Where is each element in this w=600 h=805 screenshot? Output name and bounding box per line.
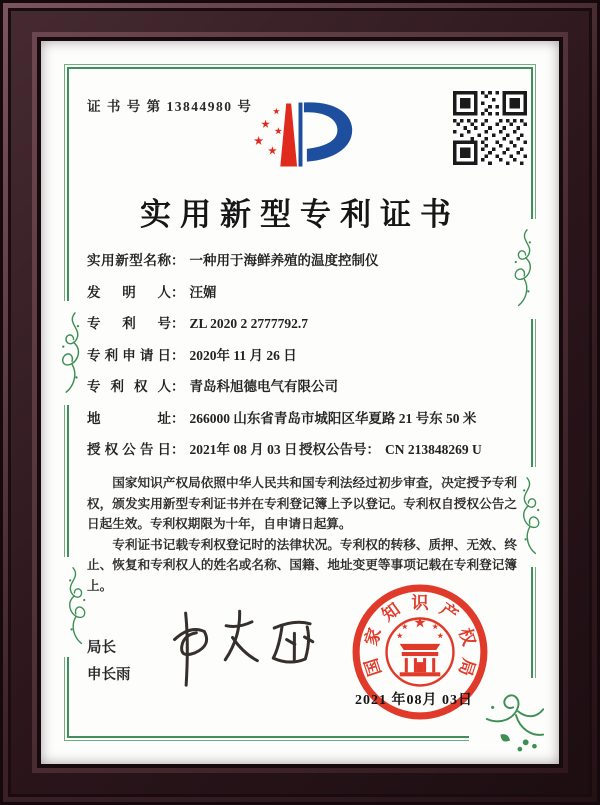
colon: ： [171, 410, 185, 426]
seal-char: 知 [378, 599, 404, 626]
colon: ： [171, 347, 185, 363]
colon: ： [171, 284, 185, 300]
certificate-paper [41, 41, 559, 764]
frame-inner-edge [37, 37, 563, 768]
field-row-patentee [87, 377, 517, 397]
seal-char: 识 [411, 593, 429, 613]
field-label: 实用新型名称 [87, 253, 171, 268]
field-value: ZL 2020 2 2777792.7 [189, 316, 309, 331]
field-row-patent-no [87, 314, 517, 334]
field-label: 专 利 号 [87, 316, 171, 331]
flourish-right-upper-icon [506, 217, 548, 321]
field-row-grant [87, 440, 517, 460]
field-row-inventor [87, 283, 517, 303]
field-value: 2021年 08 月 03 日 [189, 442, 298, 457]
signature-icon [157, 603, 342, 698]
flourish-left-lower-icon [52, 555, 94, 659]
seal-char: 家 [361, 625, 385, 648]
field-label: 专 利 权 人 [87, 379, 171, 394]
seal-char: 国 [361, 656, 385, 679]
legal-text [87, 473, 517, 596]
field-row-filing-date [87, 346, 517, 366]
grant-date-stamp: 2021 年08月 03日 [355, 693, 473, 708]
field-grant-no [299, 440, 482, 460]
flourish-left-upper-icon [53, 299, 97, 409]
official-role: 局长 [87, 640, 116, 656]
certificate-title: 实用新型专利证书 [140, 197, 460, 232]
frame-main-band [11, 11, 589, 794]
certificate-content [69, 69, 531, 736]
field-label: 发 明 人 [87, 284, 171, 300]
field-value: 2020年 11 月 26 日 [189, 347, 297, 363]
flourish-right-lower-icon [506, 465, 548, 569]
certificate-number: 证 书 号 第 13844980 号 [87, 99, 253, 114]
seal-char: 产 [436, 599, 462, 626]
frame-inner-lip [32, 32, 568, 773]
national-emblem-icon [387, 617, 454, 686]
field-value: 青岛科旭德电气有限公司 [189, 379, 338, 394]
field-label: 授权公告号 [299, 442, 367, 457]
green-ornamental-border [67, 67, 533, 738]
colon: ： [171, 253, 185, 268]
qr-code-icon [453, 91, 527, 165]
colon: ： [171, 316, 185, 331]
field-label: 地 址 [87, 410, 171, 426]
field-value: 一种用于海鲜养殖的温度控制仪 [189, 253, 379, 268]
official-name: 申长雨 [87, 667, 131, 683]
field-label: 专利申请日 [87, 347, 171, 363]
frame-groove [8, 8, 592, 797]
field-value: 汪媚 [189, 284, 217, 300]
colon: ： [366, 442, 380, 457]
legal-paragraph-2: 专利证书记载专利权登记时的法律状况。专利权的转移、质押、无效、终止、恢复和专利权人的姓名或名称、国籍、地址变更等事项记载在专利登记簿上。 [87, 537, 517, 593]
frame-ridge [3, 3, 597, 802]
flourish-corner-icon [481, 686, 549, 754]
cnipa-patent-logo-icon [236, 97, 364, 177]
seal-char: 局 [455, 656, 479, 679]
colon: ： [171, 379, 185, 394]
field-row-address [87, 409, 517, 429]
field-value: 266000 山东省青岛市城阳区华夏路 21 号东 50 米 [189, 410, 477, 426]
field-row-name [87, 251, 517, 271]
patent-fields [87, 251, 517, 472]
colon: ： [171, 442, 185, 457]
seal-char: 权 [455, 625, 479, 648]
field-label: 授权公告日 [87, 442, 171, 457]
legal-paragraph-1: 国家知识产权局依照中华人民共和国专利法经过初步审查，决定授予专利权，颁发实用新型专利证书并在专利登记簿上予以登记。专利权自授权公告之日起生效。专利权期限为十年，自申请日起算。 [87, 476, 517, 531]
field-value: CN 213848269 U [385, 442, 482, 457]
